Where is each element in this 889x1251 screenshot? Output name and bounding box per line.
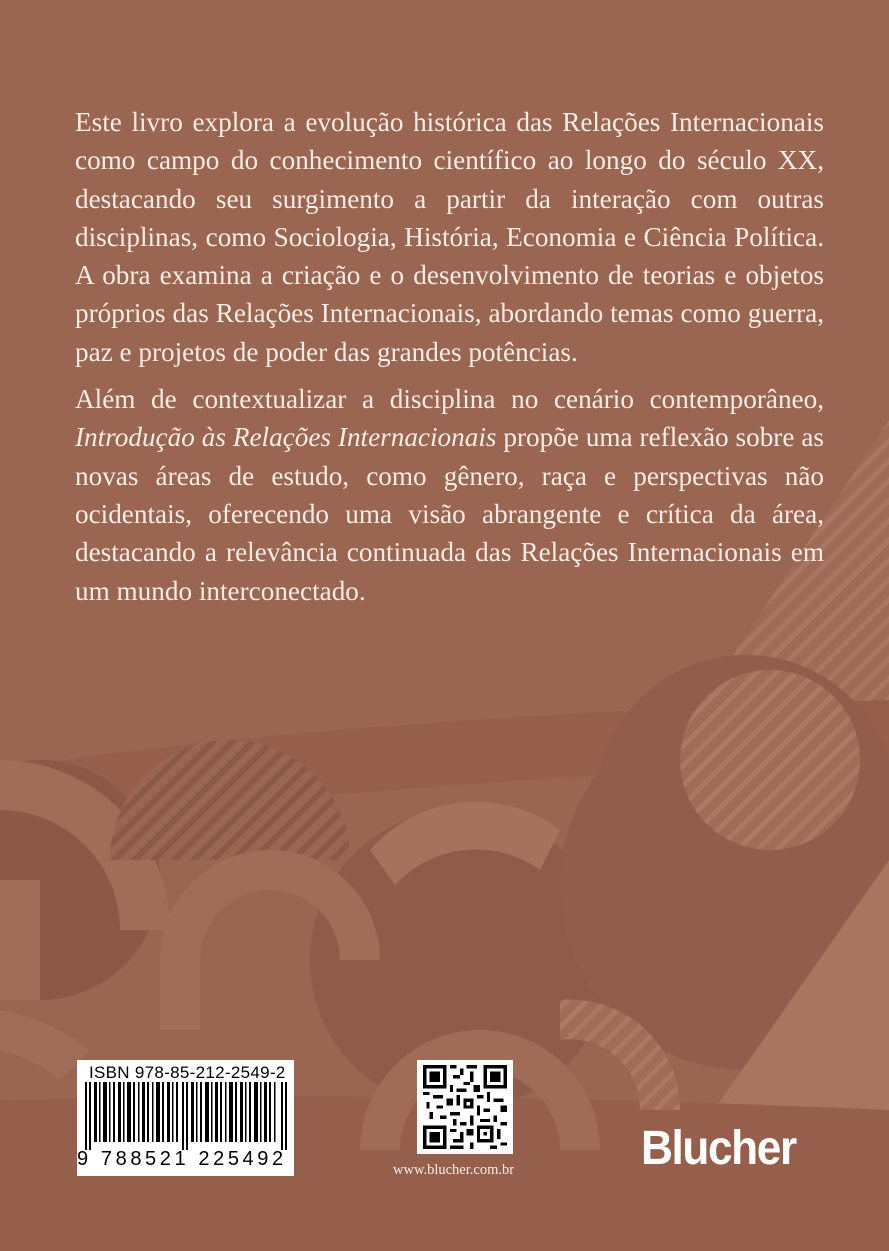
isbn-barcode [77, 1060, 294, 1176]
isbn-label: ISBN 978-85-212-2549-2 [89, 1063, 286, 1082]
qr-code-icon [422, 1065, 508, 1149]
barcode-bars [85, 1082, 287, 1150]
paragraph-2-end: propõe uma reflexão sobre as novas áreas de estudo, como gênero, raça e perspectivas não ocidentais, oferecendo uma visão abrangente e crítica da área, destacando a relevância continuada das Relações Internacionais em um mundo interconectado. [75, 422, 824, 606]
back-cover-blurb [75, 103, 824, 619]
ean-digits: 9 788521 225492 [77, 1148, 287, 1170]
publisher-logo: Blucher [641, 1122, 796, 1175]
blurb-paragraph-1: Este livro explora a evolução histórica das Relações Internacionais como campo do conhecimento científico ao longo do século XX, destacando seu surgimento a partir da interação com outras disciplinas, como Sociologia, História, Economia e Ciência Política. A obra examina a criação e o desenvolvimento de teorias e objetos próprios das Relações Internacionais, abordando temas como guerra, paz e projetos de poder das grandes potências. [75, 107, 824, 367]
publisher-website: www.blucher.com.br [393, 1162, 515, 1178]
qr-code [417, 1060, 513, 1154]
paragraph-2-start: Além de contextualizar a disciplina no cenário contemporâneo, [75, 384, 824, 415]
blurb-paragraph-2 [75, 380, 824, 610]
book-title: Introdução às Relações Internacionais [75, 422, 497, 453]
